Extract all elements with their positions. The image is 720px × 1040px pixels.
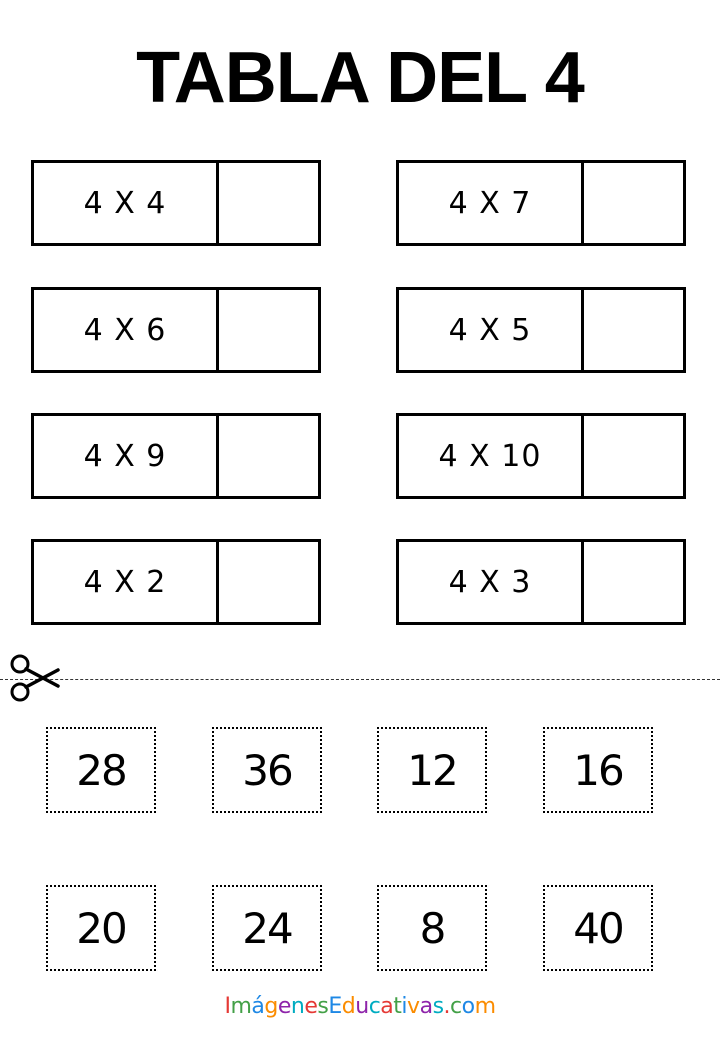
problem-box	[396, 413, 686, 499]
answer-card[interactable]: 20	[46, 885, 156, 971]
problem-box	[396, 287, 686, 373]
answer-slot[interactable]	[584, 163, 683, 243]
answer-slot[interactable]	[584, 416, 683, 496]
answer-slot[interactable]	[584, 290, 683, 370]
problem-expression: 4 X 10	[399, 416, 584, 496]
answer-card[interactable]: 8	[377, 885, 487, 971]
problem-expression: 4 X 7	[399, 163, 584, 243]
problem-expression: 4 X 2	[34, 542, 219, 622]
answer-card[interactable]: 12	[377, 727, 487, 813]
problem-expression: 4 X 6	[34, 290, 219, 370]
problem-box	[396, 160, 686, 246]
answer-card[interactable]: 24	[212, 885, 322, 971]
answer-slot[interactable]	[219, 542, 318, 622]
answer-card[interactable]: 16	[543, 727, 653, 813]
answer-slot[interactable]	[584, 542, 683, 622]
answer-card[interactable]: 36	[212, 727, 322, 813]
answer-slot[interactable]	[219, 290, 318, 370]
cut-line	[0, 679, 720, 680]
scissors-icon	[8, 652, 62, 706]
answer-slot[interactable]	[219, 163, 318, 243]
footer-brand: ImágenesEducativas.com	[224, 994, 496, 1019]
problem-box	[31, 160, 321, 246]
problem-box	[31, 413, 321, 499]
page-title: TABLA DEL 4	[136, 38, 584, 118]
problem-expression: 4 X 5	[399, 290, 584, 370]
problem-expression: 4 X 9	[34, 416, 219, 496]
answer-slot[interactable]	[219, 416, 318, 496]
problem-expression: 4 X 4	[34, 163, 219, 243]
problem-box	[31, 539, 321, 625]
problem-box	[31, 287, 321, 373]
problem-expression: 4 X 3	[399, 542, 584, 622]
answer-card[interactable]: 40	[543, 885, 653, 971]
problem-box	[396, 539, 686, 625]
answer-card[interactable]: 28	[46, 727, 156, 813]
